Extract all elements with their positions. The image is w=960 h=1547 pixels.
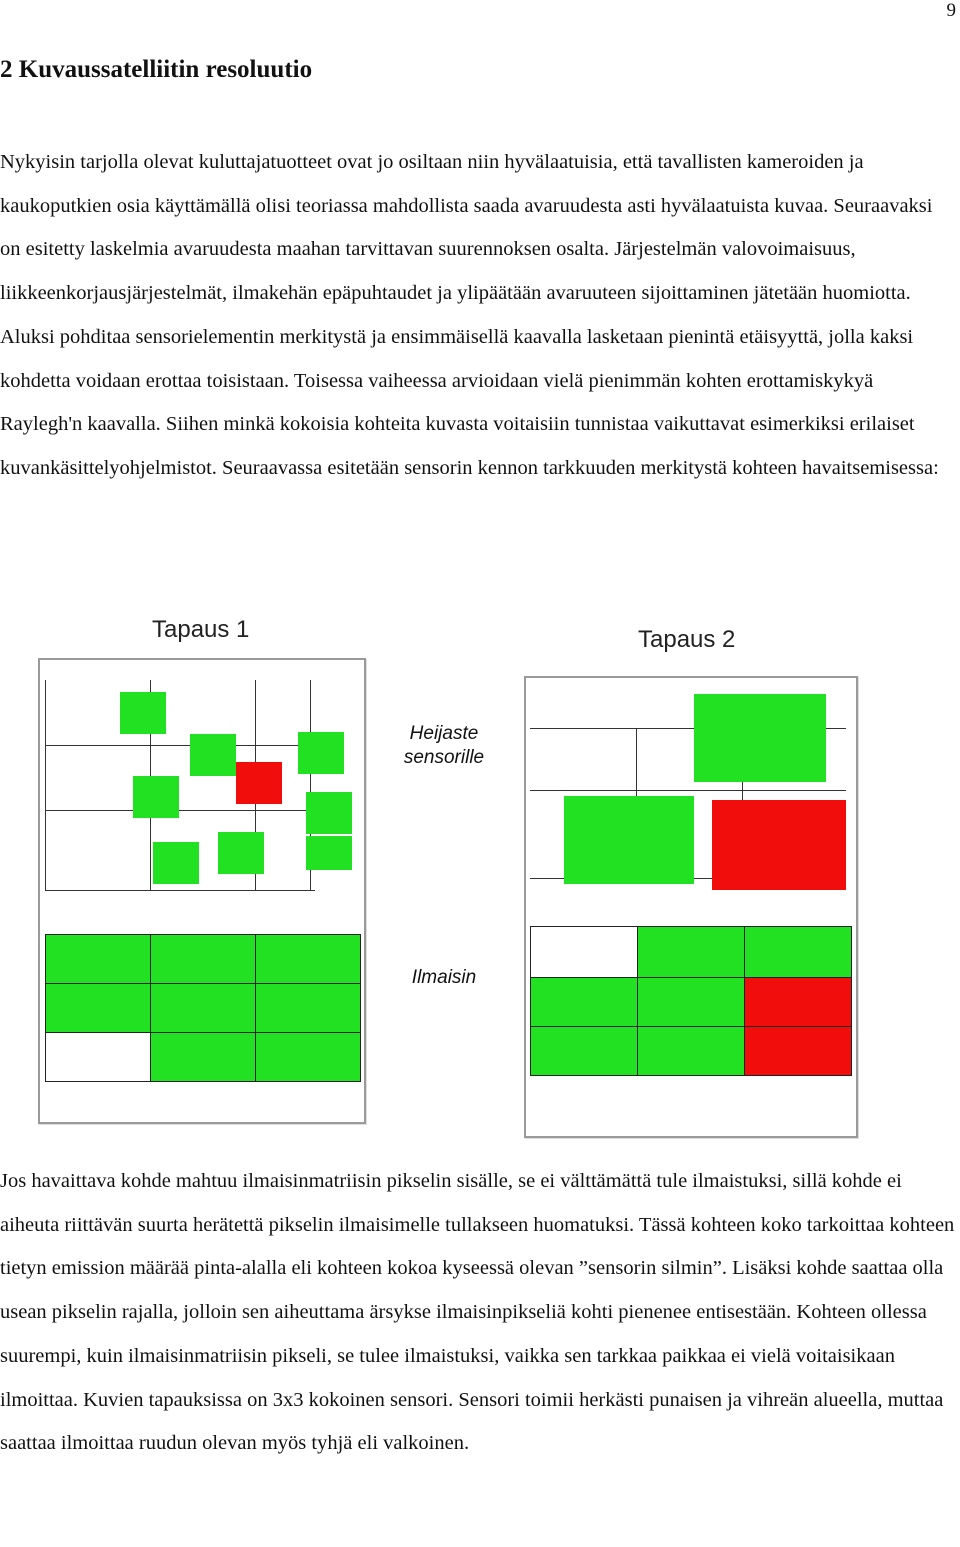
detector-pixel [637,926,745,978]
label-detector: Ilmaisin [411,967,477,988]
case1-panel [38,658,366,1124]
detector-pixel [255,1032,361,1082]
target-square [133,776,179,818]
intro-paragraph: Nykyisin tarjolla olevat kuluttajatuotteet ovat jo osiltaan niin hyvälaatuisia, että tavallisten kameroiden ja kaukoputkien osia käyttämällä olisi teoriassa mahdollista saada avaruudesta asti hyvälaatuista kuvaa. Seuraavaksi on esitetty laskelmia avaruudesta maahan tarvittavan suurennoksen osalta. Järjestelmän valovoimaisuus, liikkeenkorjausjärjestelmät, ilmakehän epäpuhtaudet ja ylipäätään avaruuteen sijoittaminen jätetään huomiotta. Aluksi pohditaa sensorielementin merkitystä ja ensimmäisellä kaavalla lasketaan pienintä etäisyyttä, jolla kaksi kohdetta voidaan erottaa toisistaan. Toisessa vaiheessa arvioidaan vielä pienimmän kohten erottamiskykyä Raylegh'n kaavalla. Siihen minkä kokoisia kohteita kuvasta voitaisiin tunnistaa vaikuttavat esimerkiksi erilaiset kuvankäsittelyohjelmistot. Seuraavassa esitetään sensorin kennon tarkkuuden merkitystä kohteen havaitsemisessa: [0,151,939,479]
detector-pixel [637,1026,745,1076]
explanation-paragraph: Jos havaittava kohde mahtuu ilmaisinmatriisin pikselin sisälle, se ei välttämättä tule ilmaistuksi, sillä kohde ei aiheuta riittävän suurta herätettä pikselin ilmaisimelle tullakseen huomatuksi. Tässä kohteen koko tarkoittaa kohteen tietyn emission määrää pinta-alalla eli kohteen kokoa kyseessä olevan ”sensorin silmin”. Lisäksi kohde saattaa olla usean pikselin rajalla, jolloin sen aiheuttama ärsykse ilmaisinpikseliä kohti pienenee entisestään. Kohteen ollessa suurempi, kuin ilmaisinmatriisin pikseli, se tulee ilmaistuksi, vaikka sen tarkkaa paikkaa ei vielä voitaisikaan ilmoittaa. Kuvien tapauksissa on 3x3 kokoinen sensori. Sensori toimii herkästi punaisen ja vihreän alueella, muttaa saattaa ilmoittaa ruudun olevan myös tyhjä eli valkoinen. [0,1170,955,1455]
detector-pixel-red [744,977,852,1027]
case2-panel [524,676,858,1138]
case1-title: Tapaus 1 [152,616,250,643]
detector-pixel [255,934,361,984]
target-large [694,694,826,782]
case2-title: Tapaus 2 [638,626,736,653]
target-large-red [712,800,846,890]
target-square [120,692,166,734]
detector-pixel [744,926,852,978]
detector-pixel [637,977,745,1027]
detector-pixel-red [744,1026,852,1076]
target-square [153,842,199,884]
target-square [298,732,344,774]
detector-pixel [150,983,256,1033]
detector-pixel [45,983,151,1033]
detector-pixel [150,934,256,984]
detector-pixel [45,934,151,984]
target-square [306,792,352,834]
label-reflection: Heijaste sensorille [403,723,485,768]
target-large [564,796,694,884]
section-heading: 2 Kuvaussatelliitin resoluutio [0,56,313,83]
target-square [218,832,264,874]
detector-pixel [255,983,361,1033]
target-square [306,836,352,870]
resolution-figure [0,610,960,1150]
detector-pixel [530,977,638,1027]
target-square-red [236,762,282,804]
detector-pixel [530,1026,638,1076]
detector-pixel [150,1032,256,1082]
target-square [190,734,236,776]
page-number: 9 [946,0,956,21]
detector-pixel-empty [530,926,638,978]
detector-pixel-empty [45,1032,151,1082]
